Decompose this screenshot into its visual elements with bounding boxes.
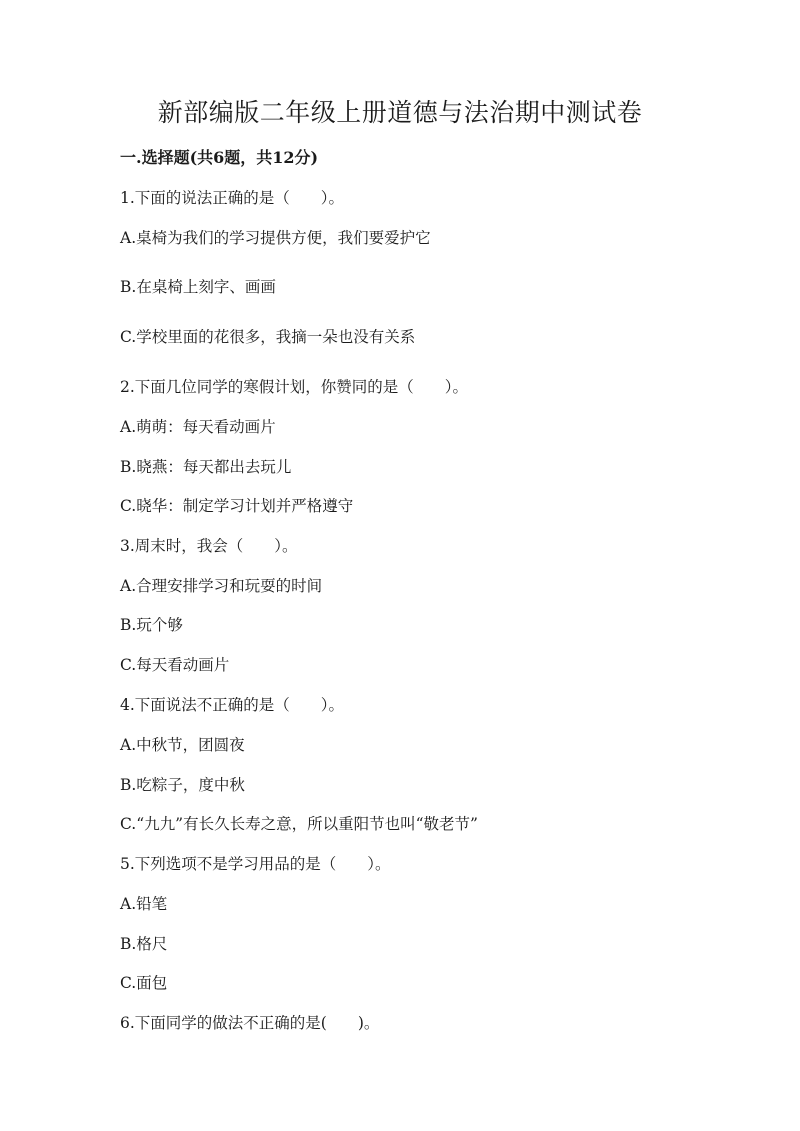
question-3-option-b: B.玩个够: [120, 616, 183, 634]
question-4-option-b: B.吃粽子，度中秋: [120, 776, 245, 794]
question-1-option-b: B.在桌椅上刻字、画画: [120, 278, 276, 296]
question-4-stem: 4.下面说法不正确的是（ ）。: [120, 696, 345, 714]
question-2-option-a: A.萌萌：每天看动画片: [120, 418, 276, 436]
question-3-stem: 3.周末时，我会（ ）。: [120, 537, 298, 555]
question-6-stem: 6.下面同学的做法不正确的是( )。: [120, 1014, 380, 1032]
question-2-stem: 2.下面几位同学的寒假计划，你赞同的是（ ）。: [120, 378, 469, 396]
question-5-option-a: A.铅笔: [120, 895, 168, 913]
question-3-option-c: C.每天看动画片: [120, 656, 230, 674]
question-4-option-c: C.“九九”有长久长寿之意，所以重阳节也叫“敬老节”: [120, 815, 478, 833]
question-5-option-b: B.格尺: [120, 935, 168, 953]
section-heading: 一.选择题(共6题，共12分): [120, 148, 319, 167]
question-2-option-b: B.晓燕：每天都出去玩儿: [120, 458, 292, 476]
question-4-option-a: A.中秋节，团圆夜: [120, 736, 245, 754]
question-3-option-a: A.合理安排学习和玩耍的时间: [120, 577, 323, 595]
question-5-stem: 5.下列选项不是学习用品的是（ ）。: [120, 855, 391, 873]
question-1-option-a: A.桌椅为我们的学习提供方便，我们要爱护它: [120, 229, 431, 247]
question-1-stem: 1.下面的说法正确的是（ ）。: [120, 189, 345, 207]
page-title: 新部编版二年级上册道德与法治期中测试卷: [157, 98, 643, 127]
question-5-option-c: C.面包: [120, 974, 168, 992]
question-1-option-c: C.学校里面的花很多，我摘一朵也没有关系: [120, 328, 416, 346]
question-2-option-c: C.晓华：制定学习计划并严格遵守: [120, 497, 354, 515]
